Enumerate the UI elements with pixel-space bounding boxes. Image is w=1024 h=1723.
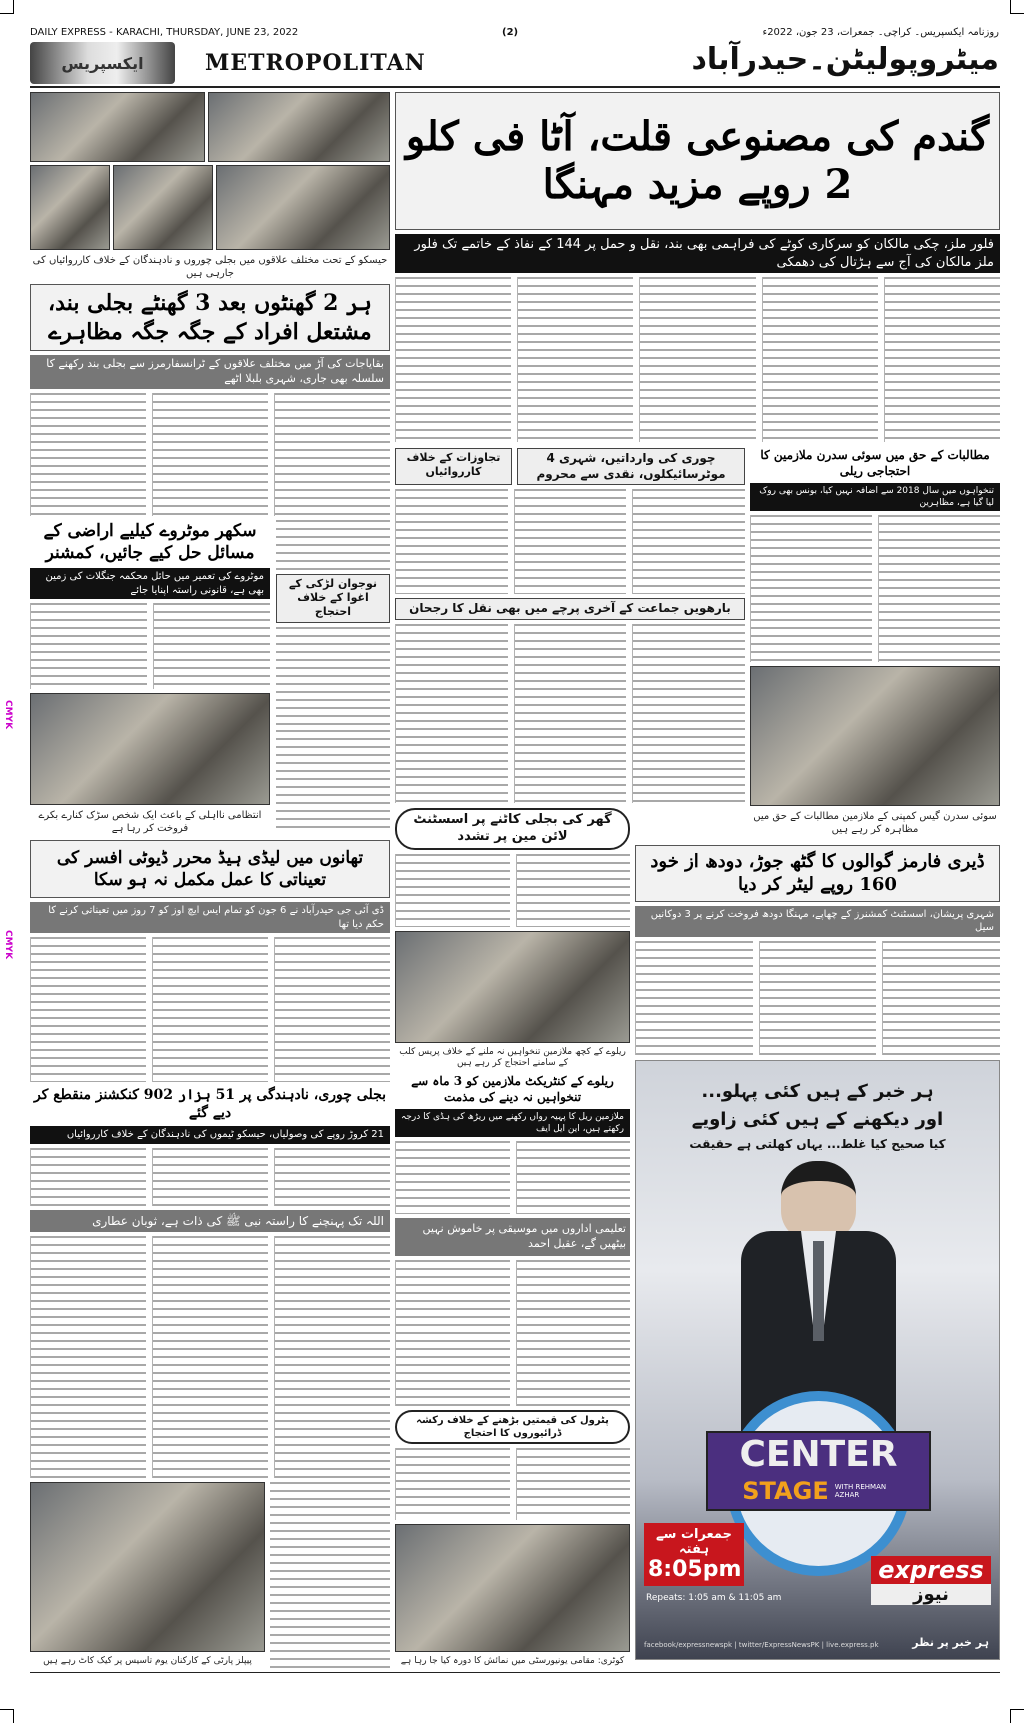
ad-social-links[interactable]: facebook/expressnewspk | twitter/ExpressNewsPK | live.express.pk bbox=[644, 1641, 879, 1649]
motorway-body bbox=[30, 603, 270, 689]
lead-headline-box bbox=[395, 92, 1000, 230]
matric-body bbox=[395, 624, 745, 803]
sui-protest-photo bbox=[750, 666, 1000, 806]
dairy-region bbox=[635, 845, 1000, 1055]
express-news-logo: express نیوز bbox=[871, 1556, 991, 1605]
crop-mark bbox=[0, 1709, 14, 1723]
motorway-deck: موٹروے کی تعمیر میں حائل محکمہ جنگلات کی زمین بھی ہے، قانونی راستہ اپنایا جائے bbox=[30, 568, 270, 599]
cmyk-mark: CMYK bbox=[3, 700, 13, 730]
cake-cutting-photo bbox=[30, 1482, 265, 1652]
narrow-column bbox=[276, 520, 390, 830]
power-body bbox=[30, 393, 390, 516]
photo-collage-4 bbox=[113, 165, 213, 250]
crop-mark bbox=[1010, 1709, 1024, 1723]
crop-mark bbox=[1010, 0, 1024, 14]
lady-police-headline-box bbox=[30, 840, 390, 898]
photo-caption: سوئی سدرن گیس کمپنی کے ملازمین مطالبات کے حق میں مظاہرہ کر رہے ہیں bbox=[753, 811, 997, 835]
photo-collage-3 bbox=[30, 165, 110, 250]
assault-body bbox=[395, 854, 630, 927]
center-stage-logo: CENTER STAGE WITH REHMAN AZHAR bbox=[706, 1431, 931, 1511]
girl-headline: نوجوان لڑکی کے اغوا کے خلاف احتجاج bbox=[276, 574, 390, 623]
photo-caption: پیپلز پارٹی کے کارکنان یوم تاسیس پر کیک کاٹ رہے ہیں bbox=[43, 1656, 252, 1667]
cmyk-mark: CMYK bbox=[3, 930, 13, 960]
repeat-times: Repeats: 1:05 am & 11:05 am bbox=[646, 1593, 782, 1603]
sui-deck: تنخواہوں میں سال 2018 سے اضافہ نہیں کیا، بونس بھی روک لیا گیا ہے، مظاہرین bbox=[750, 483, 1000, 511]
photo-caption: کوٹری: مقامی یونیورسٹی میں نمائش کا دورہ کیا جا رہا ہے bbox=[400, 1656, 625, 1667]
dairy-headline-box bbox=[635, 845, 1000, 902]
exhibition-photo bbox=[395, 1524, 630, 1652]
ad-line-1: ہر خبر کے ہیں کئی پہلو... bbox=[701, 1081, 934, 1102]
lady-police-headline: تھانوں میں لیڈی ہیڈ محرر ڈیوٹی افسر کی تعیناتی کا عمل مکمل نہ ہو سکا bbox=[56, 847, 364, 890]
photo-collage-5 bbox=[216, 165, 390, 250]
ad-line-3: کیا صحیح کیا غلط... یہاں کھلتی ہے حقیقت bbox=[689, 1137, 946, 1151]
music-headline: تعلیمی اداروں میں موسیقی پر خاموش نہیں بیٹھیں گے، عقیل احمد bbox=[395, 1218, 630, 1256]
column-text bbox=[276, 627, 390, 727]
power-deck: بقایاجات کی آڑ میں مختلف علاقوں کے ٹرانسفارمرز سے بجلی بند رکھنے کا سلسلہ بھی جاری، شہری بلبلا اٹھے bbox=[30, 355, 390, 389]
motorway-headline: سکھر موٹروے کیلیے اراضی کے مسائل حل کیے جائیں، کمشنر bbox=[43, 521, 257, 564]
sui-body bbox=[750, 515, 1000, 662]
urdu-dateline: روزنامہ ایکسپریس۔ کراچی۔ جمعرات، 23 جون، 2022ء bbox=[762, 27, 999, 38]
dairy-body bbox=[635, 941, 1000, 1055]
photo-collage-2 bbox=[208, 92, 390, 162]
airtime-box: جمعرات سے ہفتہ 8:05pm bbox=[644, 1523, 744, 1586]
power-headline: ہر 2 گھنٹوں بعد 3 گھنٹے بجلی بند، مشتعل افراد کے جگہ جگہ مظاہرے bbox=[48, 290, 372, 345]
power-headline-box bbox=[30, 284, 390, 351]
middle-lower-region bbox=[395, 808, 630, 1668]
section-title-urdu: میٹروپولیٹن۔حیدرآباد bbox=[691, 42, 999, 77]
column-text bbox=[276, 520, 390, 570]
goats-photo bbox=[30, 693, 270, 805]
religious-body bbox=[30, 1236, 390, 1478]
electricity-headline: بجلی چوری، نادہندگی پر 51 ہزار 902 کنکشنز منقطع کر دیے گئے bbox=[33, 1087, 387, 1122]
lady-police-body bbox=[30, 937, 390, 1082]
footer-rule bbox=[30, 1672, 1000, 1673]
railway-body bbox=[395, 1141, 630, 1214]
lead-region bbox=[395, 92, 1000, 442]
crop-mark bbox=[0, 0, 14, 14]
railway-protest-photo bbox=[395, 931, 630, 1043]
middle-region bbox=[395, 448, 745, 803]
photo-caption: انتظامی نااہلی کے باعث ایک شخص سڑک کنارے بکرے فروخت کر رہا ہے bbox=[38, 810, 262, 834]
section-title-english: METROPOLITAN bbox=[205, 50, 426, 76]
matric-headline: بارھویں جماعت کے آخری پرچے میں بھی نقل کا رجحان bbox=[395, 598, 745, 620]
dairy-headline: ڈیری فارمز گوالوں کا گٹھ جوڑ، دودھ از خود 160 روپے لیٹر کر دیا bbox=[650, 851, 985, 896]
ad-tagline: ہر خبر پر نظر bbox=[912, 1636, 989, 1649]
lead-headline: گندم کی مصنوعی قلت، آٹا فی کلو 2 روپے مزید مہنگا bbox=[405, 113, 990, 208]
left-top-region bbox=[30, 92, 390, 516]
rickshaw-headline: پٹرول کی قیمتیں بڑھنے کے خلاف رکشہ ڈرائیوروں کا احتجاج bbox=[395, 1410, 630, 1444]
railway-deck: ملازمین ریل کا پہیہ رواں رکھنے میں ریڑھ کی ہڈی کا درجہ رکھتے ہیں، این ایل ایف bbox=[395, 1109, 630, 1137]
railway-headline: ریلوے کے کنٹریکٹ ملازمین کو 3 ماہ سے تنخواہیں نہ دینے کی مذمت bbox=[411, 1073, 614, 1104]
theft-headline: چوری کی وارداتیں، شہری 4 موٹرسائیکلوں، نقدی سے محروم bbox=[517, 448, 745, 485]
bottom-left-row bbox=[30, 1482, 390, 1668]
music-body bbox=[395, 1260, 630, 1406]
center-stage-ad[interactable] bbox=[635, 1060, 1000, 1660]
photo-caption: حیسکو کے تحت مختلف علاقوں میں بجلی چوروں و نادہندگان کے خلاف کارروائیاں کی جارہی ہیں bbox=[32, 255, 388, 279]
ad-line-2: اور دیکھنے کے ہیں کئی زاویے bbox=[691, 1109, 944, 1130]
dairy-deck: شہری پریشان، اسسٹنٹ کمشنرز کے چھاپے، مہنگا دودھ فروخت کرنے پر 3 دوکانیں سیل bbox=[635, 906, 1000, 937]
assault-headline: گھر کی بجلی کاٹنے پر اسسٹنٹ لائن مین پر تشدد bbox=[395, 808, 630, 850]
photo-collage bbox=[30, 92, 390, 250]
column-text bbox=[270, 1482, 390, 1668]
lead-deck: فلور ملز، چکی مالکان کو سرکاری کوٹے کی فراہمی بھی بند، نقل و حمل پر 144 کے نفاذ کے خاتمے تک فلور ملز مالکان کی آج سے ہڑتال کی دھمکی bbox=[395, 234, 1000, 273]
sui-region bbox=[750, 448, 1000, 836]
rickshaw-body bbox=[395, 1448, 630, 1521]
page-number: (2) bbox=[502, 27, 519, 38]
express-logo: ایکسپریس bbox=[30, 42, 175, 84]
column-text bbox=[276, 730, 390, 830]
header-rule bbox=[30, 86, 1000, 88]
electricity-body bbox=[30, 1148, 390, 1206]
religious-headline: اللہ تک پہنچنے کا راستہ نبی ﷺ کی ذات ہے، ثوبان عطاری bbox=[30, 1210, 390, 1232]
motorway-region bbox=[30, 520, 270, 835]
presenter-head bbox=[781, 1161, 856, 1241]
electricity-deck: 21 کروڑ روپے کی وصولیاں، حیسکو ٹیموں کی نادہندگان کے خلاف کارروائیاں bbox=[30, 1126, 390, 1144]
english-dateline: DAILY EXPRESS - KARACHI, THURSDAY, JUNE 23, 2022 bbox=[30, 27, 299, 38]
lead-body bbox=[395, 277, 1000, 442]
sui-headline: مطالبات کے حق میں سوئی سدرن ملازمین کا احتجاجی ریلی bbox=[760, 448, 990, 478]
photo-collage-1 bbox=[30, 92, 205, 162]
lady-police-deck: ڈی آئی جی حیدرآباد نے 6 جون کو تمام ایس ایچ اوز کو 7 روز میں تعیناتی کرنے کا حکم دیا تھا bbox=[30, 902, 390, 933]
encroach-headline: تجاوزات کے خلاف کارروائیاں bbox=[395, 448, 512, 485]
left-lower-region bbox=[30, 840, 390, 1668]
middle-body bbox=[395, 489, 745, 594]
photo-caption: ریلوے کے کچھ ملازمین تنخواہیں نہ ملنے کے خلاف پریس کلب کے سامنے احتجاج کر رہے ہیں bbox=[399, 1046, 626, 1069]
